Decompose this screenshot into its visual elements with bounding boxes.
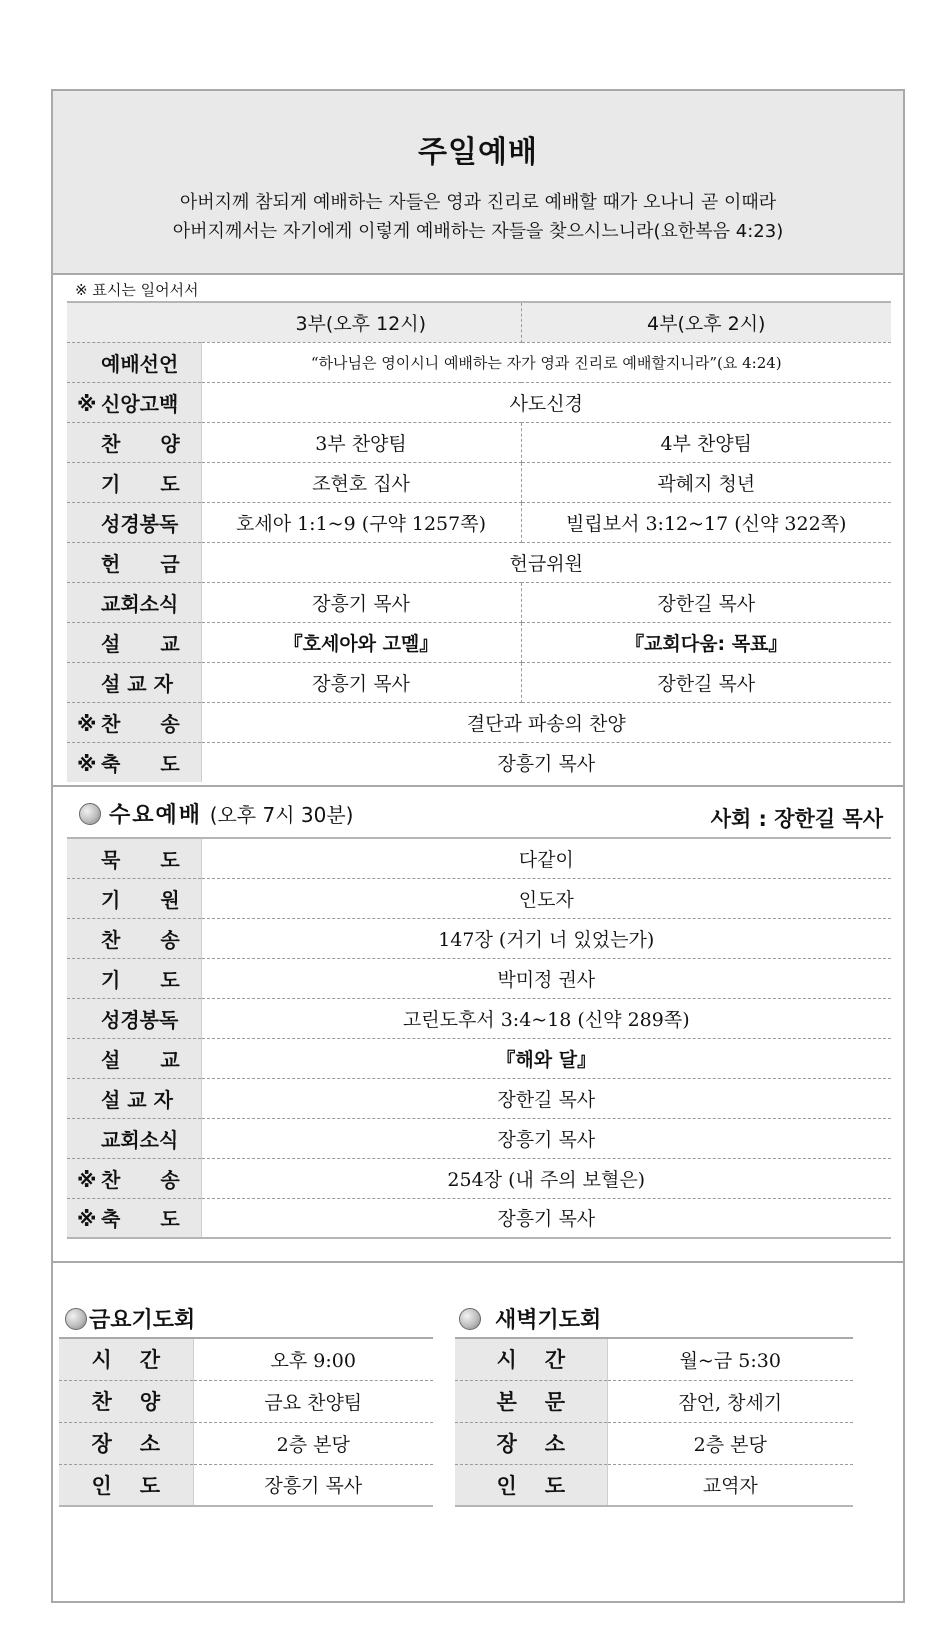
offering-value: 헌금위원: [201, 542, 891, 582]
table-row: [67, 1038, 891, 1078]
row-value: 장흥기 목사: [201, 1118, 891, 1158]
dawn-table: [455, 1337, 853, 1507]
wednesday-time: (오후 7시 30분): [209, 803, 354, 827]
verse-line-1: 아버지께 참되게 예배하는 자들은 영과 진리로 예배할 때가 오나니 곧 이때라: [179, 192, 777, 213]
row-label: 헌 금: [67, 542, 201, 582]
table-row: [67, 838, 891, 878]
verse-line-2: 아버지께서는 자기에게 이렇게 예배하는 자들을 찾으시느니라(요한복음 4:23): [172, 221, 784, 242]
row-label: 성경봉독: [67, 998, 201, 1038]
praise-4-value: 4부 찬양팀: [521, 422, 891, 462]
praise-3-value: 3부 찬양팀: [201, 422, 521, 462]
section-divider: [53, 1261, 903, 1263]
row-value: 장한길 목사: [201, 1078, 891, 1118]
row-value: 금요 찬양팀: [193, 1380, 433, 1422]
table-row: [59, 1422, 433, 1464]
row-value: 박미정 권사: [201, 958, 891, 998]
header-blank-cell: [67, 302, 201, 342]
circle-bullet-icon: [79, 803, 101, 825]
row-label: 기 도: [67, 958, 201, 998]
table-row: [455, 1464, 853, 1506]
row-value: 254장 (내 주의 보혈은): [201, 1158, 891, 1198]
row-label: 인도: [455, 1464, 607, 1506]
row-value: 고린도후서 3:4~18 (신약 289쪽): [201, 998, 891, 1038]
prayer-3-value: 조현호 집사: [201, 462, 521, 502]
bulletin-frame: [51, 89, 905, 1603]
table-row: [67, 702, 891, 742]
table-row: [67, 1158, 891, 1198]
table-row: [67, 462, 891, 502]
sermon-4-value: 『교회다움: 목표』: [521, 622, 891, 662]
row-label: ※ 축 도: [67, 742, 201, 782]
sermon-3-value: 『호세아와 고멜』: [201, 622, 521, 662]
row-label: ※ 신앙고백: [67, 382, 201, 422]
row-label: 시간: [455, 1338, 607, 1380]
row-value: 월~금 5:30: [607, 1338, 853, 1380]
sunday-header: [53, 91, 903, 275]
row-value: 인도자: [201, 878, 891, 918]
scripture-3-value: 호세아 1:1~9 (구약 1257쪽): [201, 502, 521, 542]
row-value: 『해와 달』: [201, 1038, 891, 1078]
row-label: 기 원: [67, 878, 201, 918]
news-3-value: 장흥기 목사: [201, 582, 521, 622]
table-row: [67, 958, 891, 998]
hymn-value: 결단과 파송의 찬양: [201, 702, 891, 742]
table-row: [67, 1198, 891, 1238]
sunday-title: 주일예배: [418, 135, 538, 170]
row-label: 찬 송: [67, 918, 201, 958]
call-to-worship-value: “하나님은 영이시니 예배하는 자가 영과 진리로 예배할지니라”(요 4:24): [201, 342, 891, 382]
wednesday-title: 수요예배 (오후 7시 30분): [79, 798, 353, 829]
row-value: 다같이: [201, 838, 891, 878]
row-label: 교회소식: [67, 1118, 201, 1158]
row-label: 시간: [59, 1338, 193, 1380]
row-label: 설 교: [67, 622, 201, 662]
table-row: [67, 382, 891, 422]
row-value: 잠언, 창세기: [607, 1380, 853, 1422]
row-value: 147장 (거기 너 있었는가): [201, 918, 891, 958]
table-row: [455, 1380, 853, 1422]
table-row: [67, 878, 891, 918]
table-row: [67, 622, 891, 662]
table-row: [67, 542, 891, 582]
row-label: 본문: [455, 1380, 607, 1422]
table-row: [59, 1464, 433, 1506]
standing-note: ※ 표시는 일어서서: [75, 281, 199, 299]
table-row: [67, 918, 891, 958]
table-row: [455, 1422, 853, 1464]
wednesday-order-table: [67, 837, 891, 1239]
table-row: [455, 1338, 853, 1380]
prayer-4-value: 곽혜지 청년: [521, 462, 891, 502]
row-value: 장흥기 목사: [193, 1464, 433, 1506]
row-label: 기 도: [67, 462, 201, 502]
service-4-header: 4부(오후 2시): [521, 302, 891, 342]
row-label: 설 교 자: [67, 662, 201, 702]
preacher-3-value: 장흥기 목사: [201, 662, 521, 702]
friday-table: [59, 1337, 433, 1507]
wednesday-host: 사회 : 장한길 목사: [710, 807, 883, 831]
table-row: [67, 1078, 891, 1118]
table-row: [67, 662, 891, 702]
row-value: 오후 9:00: [193, 1338, 433, 1380]
row-label: ※ 찬 송: [67, 1158, 201, 1198]
row-value: 2층 본당: [193, 1422, 433, 1464]
row-value: 교역자: [607, 1464, 853, 1506]
dawn-title: 새벽기도회: [459, 1303, 601, 1334]
friday-title: 금요기도회: [65, 1303, 195, 1334]
row-label: ※ 찬 송: [67, 702, 201, 742]
circle-bullet-icon: [459, 1308, 481, 1330]
row-label: ※ 축 도: [67, 1198, 201, 1238]
row-label: 묵 도: [67, 838, 201, 878]
benediction-value: 장흥기 목사: [497, 752, 596, 775]
table-row: [67, 422, 891, 462]
row-label: 성경봉독: [67, 502, 201, 542]
circle-bullet-icon: [65, 1308, 87, 1330]
row-label: 장소: [59, 1422, 193, 1464]
row-label: 장소: [455, 1422, 607, 1464]
service-3-header: 3부(오후 12시): [201, 302, 521, 342]
table-row: [67, 582, 891, 622]
row-value: 2층 본당: [607, 1422, 853, 1464]
scripture-4-value: 빌립보서 3:12~17 (신약 322쪽): [521, 502, 891, 542]
row-label: 예배선언: [67, 342, 201, 382]
table-row: [67, 998, 891, 1038]
creed-value: 사도신경: [201, 382, 891, 422]
row-label: 인도: [59, 1464, 193, 1506]
section-divider: [53, 785, 903, 787]
service-header-row: [67, 302, 891, 342]
preacher-4-value: 장한길 목사: [521, 662, 891, 702]
row-value: 장흥기 목사: [201, 1198, 891, 1238]
row-label: 설 교 자: [67, 1078, 201, 1118]
row-label: 교회소식: [67, 582, 201, 622]
table-row: [67, 1118, 891, 1158]
news-4-value: 장한길 목사: [521, 582, 891, 622]
table-row: [67, 342, 891, 382]
sunday-order-table: [67, 301, 891, 782]
row-label: 설 교: [67, 1038, 201, 1078]
table-row: [59, 1338, 433, 1380]
table-row: [67, 742, 891, 782]
row-label: 찬 양: [67, 422, 201, 462]
table-row: [59, 1380, 433, 1422]
row-label: 찬양: [59, 1380, 193, 1422]
table-row: [67, 502, 891, 542]
